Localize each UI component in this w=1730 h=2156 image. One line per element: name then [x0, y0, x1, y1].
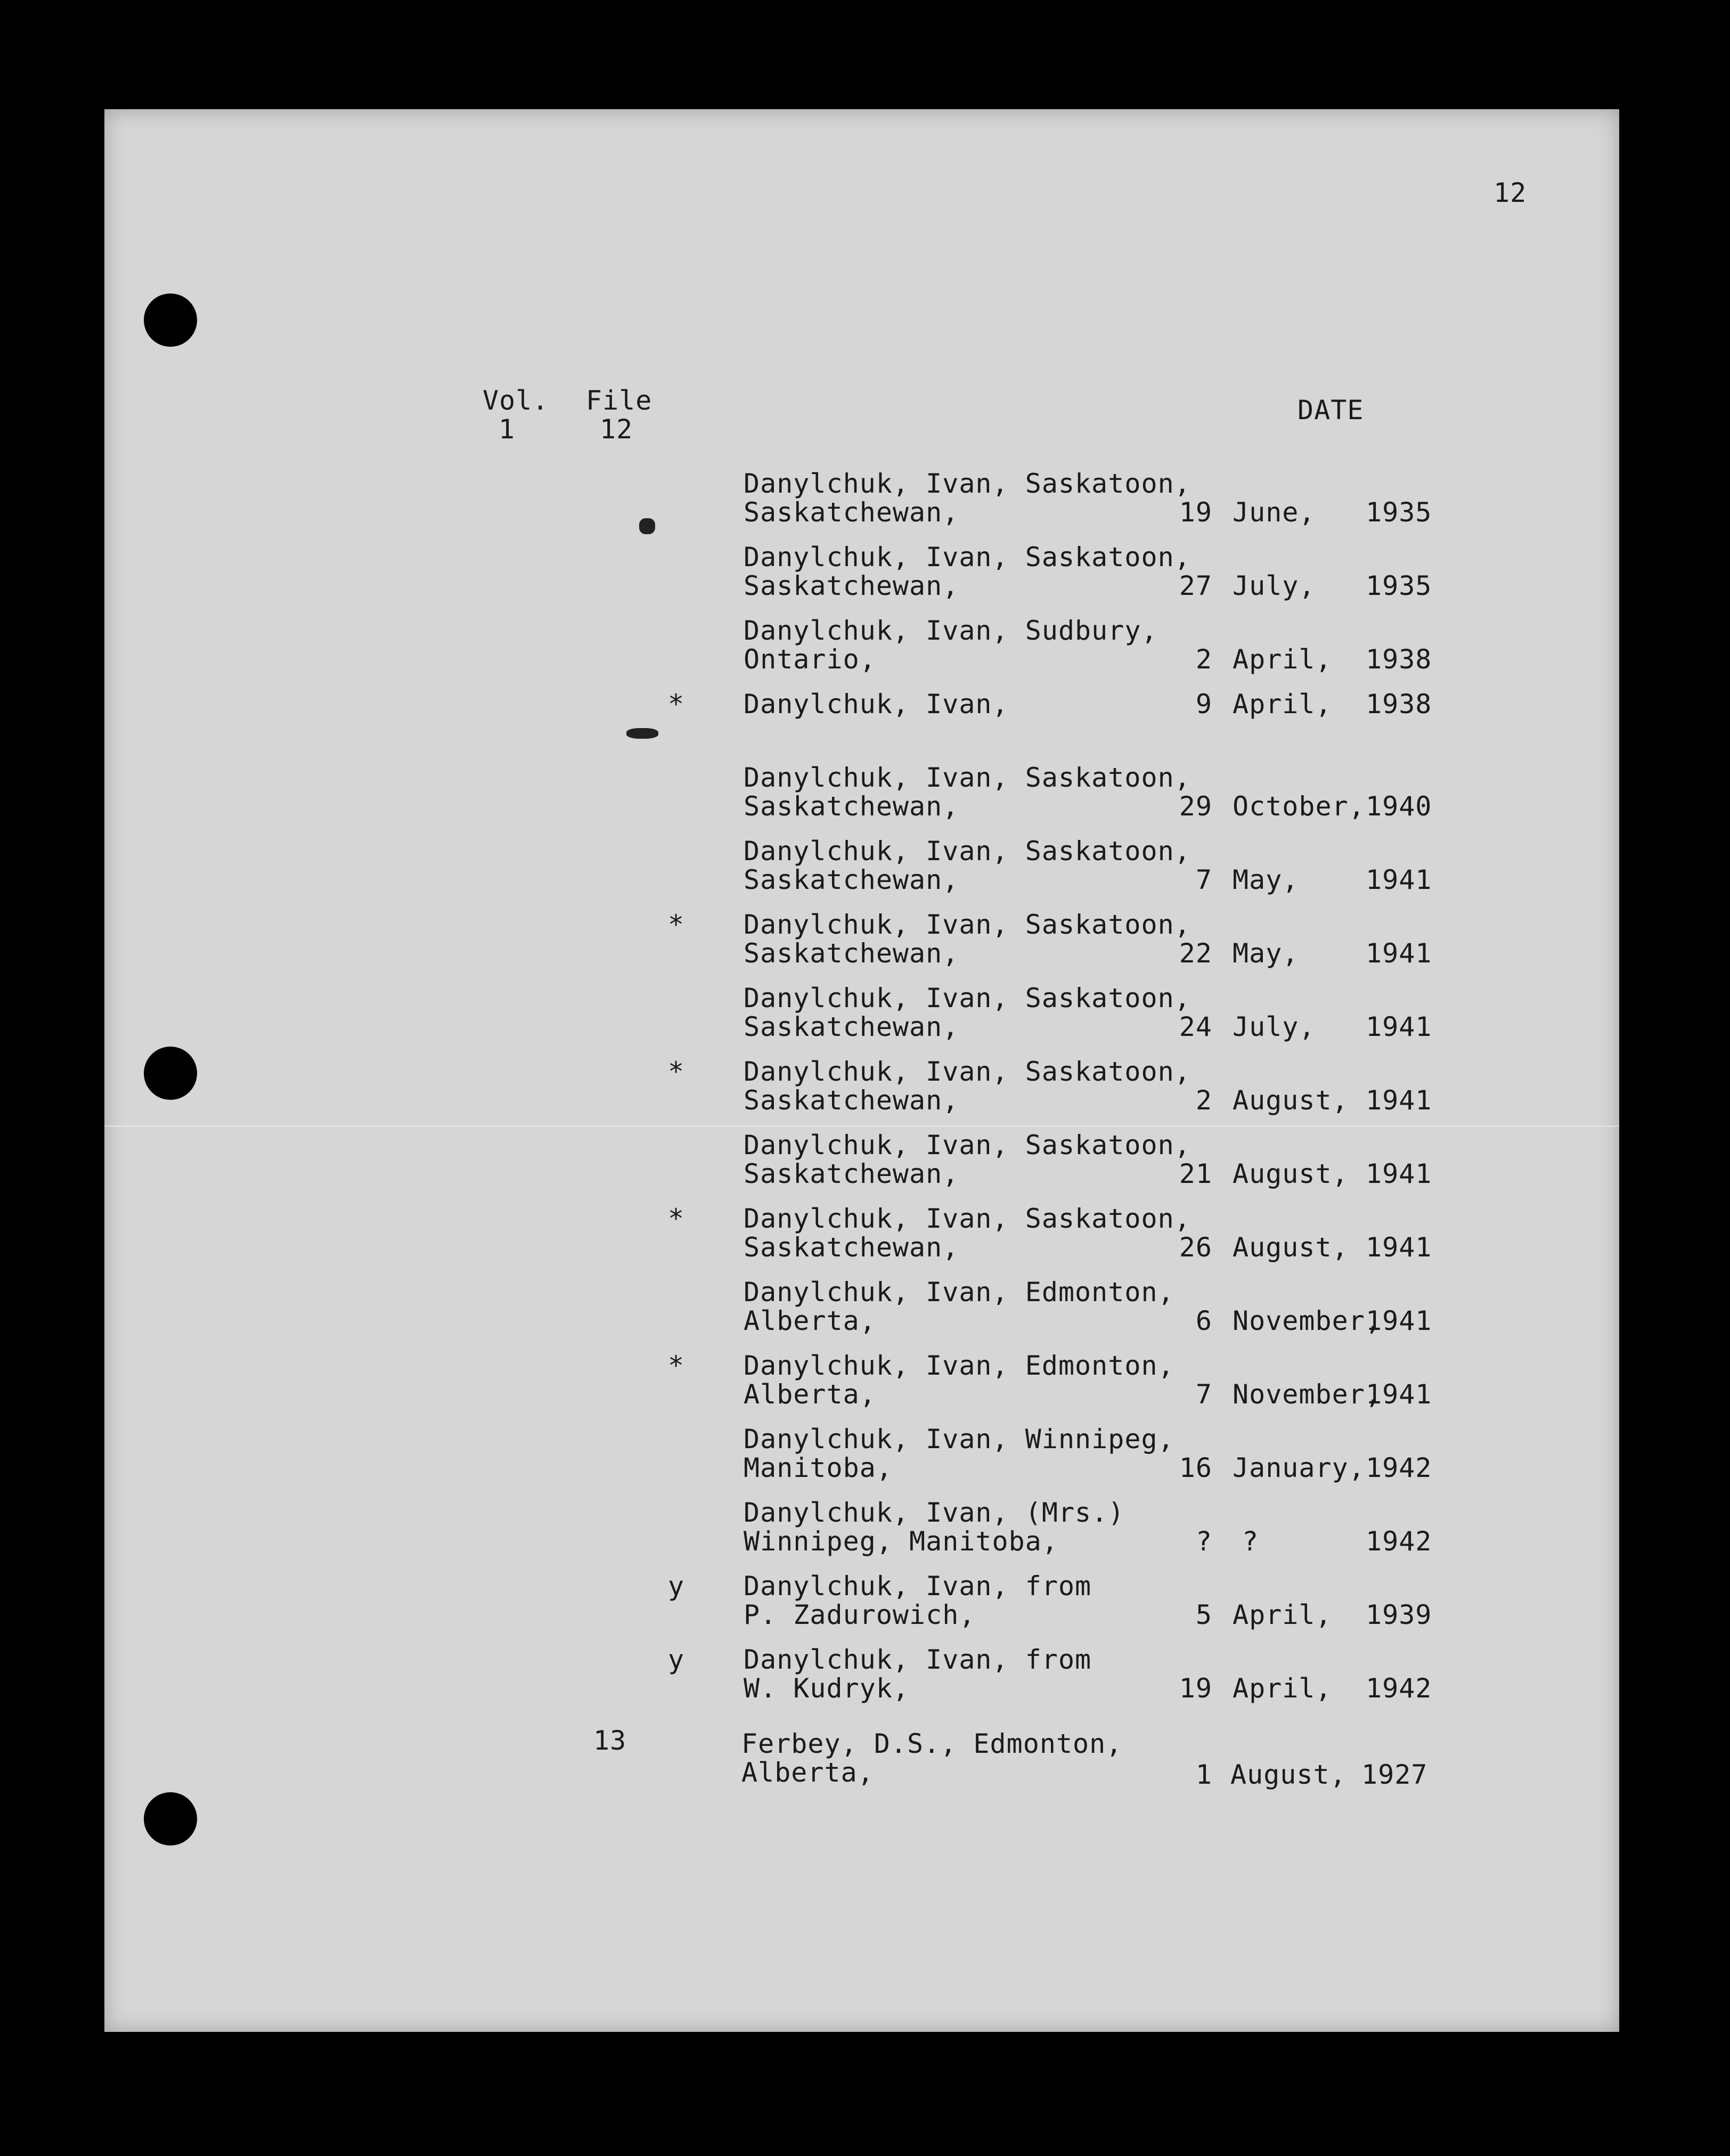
- punch-hole-top: [144, 293, 197, 347]
- vol-value: 1: [499, 414, 516, 445]
- entry-mark: *: [668, 1203, 685, 1234]
- entry-name-line2: Saskatchewan,: [744, 1232, 959, 1263]
- entry-name-line1: Danylchuk, Ivan, Winnipeg,: [744, 1424, 1174, 1455]
- entry-month: August,: [1230, 1759, 1347, 1790]
- entry-name-line1: Danylchuk, Ivan, from: [744, 1644, 1092, 1675]
- entry-month: October,: [1233, 791, 1365, 822]
- entry-name-line1: Danylchuk, Ivan, Saskatoon,: [744, 1203, 1191, 1234]
- entry-name-line2: P. Zadurowich,: [744, 1599, 976, 1630]
- fold-line: [104, 1125, 1619, 1127]
- entry-name-line2: W. Kudryk,: [744, 1673, 910, 1704]
- entry-month: April,: [1233, 1673, 1332, 1704]
- entry-name-line2: Saskatchewan,: [744, 1158, 959, 1189]
- entry-day: ?: [1195, 1526, 1212, 1557]
- entry-mark: *: [668, 1056, 685, 1087]
- entry-name-line2: Manitoba,: [744, 1452, 893, 1483]
- file-value: 12: [600, 414, 633, 445]
- entry-name-line1: Danylchuk, Ivan, Saskatoon,: [744, 542, 1191, 573]
- entry-year: 1939: [1366, 1599, 1432, 1630]
- vol-label: Vol.: [483, 385, 549, 416]
- entry-day: 16: [1179, 1452, 1212, 1483]
- entry-name-line1: Danylchuk, Ivan, Saskatoon,: [744, 468, 1191, 499]
- entry-name-line1: Danylchuk, Ivan, Edmonton,: [744, 1350, 1174, 1381]
- entry-year: 1938: [1366, 689, 1432, 720]
- entry-day: 19: [1179, 1673, 1212, 1704]
- entry-name-line2: Ontario,: [744, 644, 876, 675]
- entry-month: April,: [1233, 1599, 1332, 1630]
- entry-name-line2: Saskatchewan,: [744, 791, 959, 822]
- entry-month: May,: [1233, 938, 1299, 969]
- entry-year: 1941: [1366, 1158, 1432, 1189]
- document-page: [104, 109, 1619, 2032]
- entry-name-line2: Saskatchewan,: [744, 1011, 959, 1042]
- entry-day: 2: [1195, 644, 1212, 675]
- entry-month: January,: [1233, 1452, 1365, 1483]
- entry-year: 1941: [1366, 1305, 1432, 1336]
- ink-smudge: [626, 728, 658, 739]
- entry-name-line1: Danylchuk, Ivan, Saskatoon,: [744, 836, 1191, 867]
- entry-name-line2: Alberta,: [741, 1757, 874, 1788]
- entry-name-line2: Saskatchewan,: [744, 938, 959, 969]
- entry-month: August,: [1233, 1158, 1349, 1189]
- entry-year: 1941: [1366, 1085, 1432, 1116]
- file-label: File: [586, 385, 652, 416]
- entry-year: 1927: [1361, 1759, 1428, 1790]
- entry-day: 29: [1179, 791, 1212, 822]
- page-number: 12: [1494, 177, 1527, 208]
- entry-year: 1941: [1366, 864, 1432, 895]
- date-label: DATE: [1298, 395, 1364, 426]
- entry-day: 27: [1179, 570, 1212, 601]
- entry-name-line1: Danylchuk, Ivan, Saskatoon,: [744, 983, 1191, 1014]
- entry-name-line1: Danylchuk, Ivan, Saskatoon,: [744, 909, 1191, 940]
- entry-name-line2: Alberta,: [744, 1379, 876, 1410]
- entry-name-line2: Saskatchewan,: [744, 1085, 959, 1116]
- entry-mark: y: [668, 1644, 685, 1675]
- entry-name-line2: Saskatchewan,: [744, 864, 959, 895]
- entry-month: April,: [1233, 644, 1332, 675]
- entry-name-line1: Danylchuk, Ivan, from: [744, 1571, 1092, 1602]
- entry-name-line2: Alberta,: [744, 1305, 876, 1336]
- entry-year: 1941: [1366, 1379, 1432, 1410]
- entry-name-line1: Danylchuk, Ivan, Saskatoon,: [744, 1056, 1191, 1087]
- ink-smudge: [639, 518, 655, 534]
- entry-mark: *: [668, 1350, 685, 1381]
- entry-year: 1942: [1366, 1673, 1432, 1704]
- entry-name-line1: Danylchuk, Ivan, Saskatoon,: [744, 762, 1191, 793]
- entry-year: 1938: [1366, 644, 1432, 675]
- entry-day: 21: [1179, 1158, 1212, 1189]
- entry-name-line1: Danylchuk, Ivan, (Mrs.): [744, 1497, 1125, 1528]
- entry-year: 1941: [1366, 1011, 1432, 1042]
- entry-day: 1: [1195, 1759, 1212, 1790]
- entry-month: August,: [1233, 1232, 1349, 1263]
- entry-day: 7: [1195, 1379, 1212, 1410]
- entry-name-line1: Danylchuk, Ivan, Saskatoon,: [744, 1130, 1191, 1161]
- entry-mark: *: [668, 689, 685, 720]
- entry-month: ?: [1242, 1526, 1259, 1557]
- entry-mark: y: [668, 1571, 685, 1602]
- entry-day: 5: [1195, 1599, 1212, 1630]
- entry-year: 1941: [1366, 938, 1432, 969]
- entry-month: July,: [1233, 570, 1316, 601]
- entry-month: August,: [1233, 1085, 1349, 1116]
- entry-month: April,: [1233, 689, 1332, 720]
- entry-month: July,: [1233, 1011, 1316, 1042]
- entry-day: 2: [1195, 1085, 1212, 1116]
- entry-mark: *: [668, 909, 685, 940]
- entry-name-line1: Danylchuk, Ivan, Sudbury,: [744, 615, 1158, 646]
- entry-day: 7: [1195, 864, 1212, 895]
- entry-year: 1942: [1366, 1526, 1432, 1557]
- entry-month: November,: [1233, 1305, 1382, 1336]
- entry-year: 1940: [1366, 791, 1432, 822]
- file-value: 13: [593, 1725, 627, 1756]
- entry-year: 1941: [1366, 1232, 1432, 1263]
- entry-day: 22: [1179, 938, 1212, 969]
- entry-month: November,: [1233, 1379, 1382, 1410]
- entry-name-line2: Saskatchewan,: [744, 570, 959, 601]
- entry-month: May,: [1233, 864, 1299, 895]
- entry-day: 24: [1179, 1011, 1212, 1042]
- entry-name-line1: Danylchuk, Ivan, Edmonton,: [744, 1277, 1174, 1308]
- entry-day: 6: [1195, 1305, 1212, 1336]
- entry-year: 1935: [1366, 570, 1432, 601]
- punch-hole-bottom: [144, 1792, 197, 1845]
- entry-year: 1935: [1366, 497, 1432, 528]
- entry-day: 19: [1179, 497, 1212, 528]
- entry-name-line1: Danylchuk, Ivan,: [744, 689, 1009, 720]
- entry-name-line1: Ferbey, D.S., Edmonton,: [741, 1728, 1123, 1759]
- entry-month: June,: [1233, 497, 1316, 528]
- entry-day: 26: [1179, 1232, 1212, 1263]
- entry-year: 1942: [1366, 1452, 1432, 1483]
- entry-day: 9: [1195, 689, 1212, 720]
- punch-hole-middle: [144, 1047, 197, 1100]
- entry-name-line2: Saskatchewan,: [744, 497, 959, 528]
- entry-name-line2: Winnipeg, Manitoba,: [744, 1526, 1058, 1557]
